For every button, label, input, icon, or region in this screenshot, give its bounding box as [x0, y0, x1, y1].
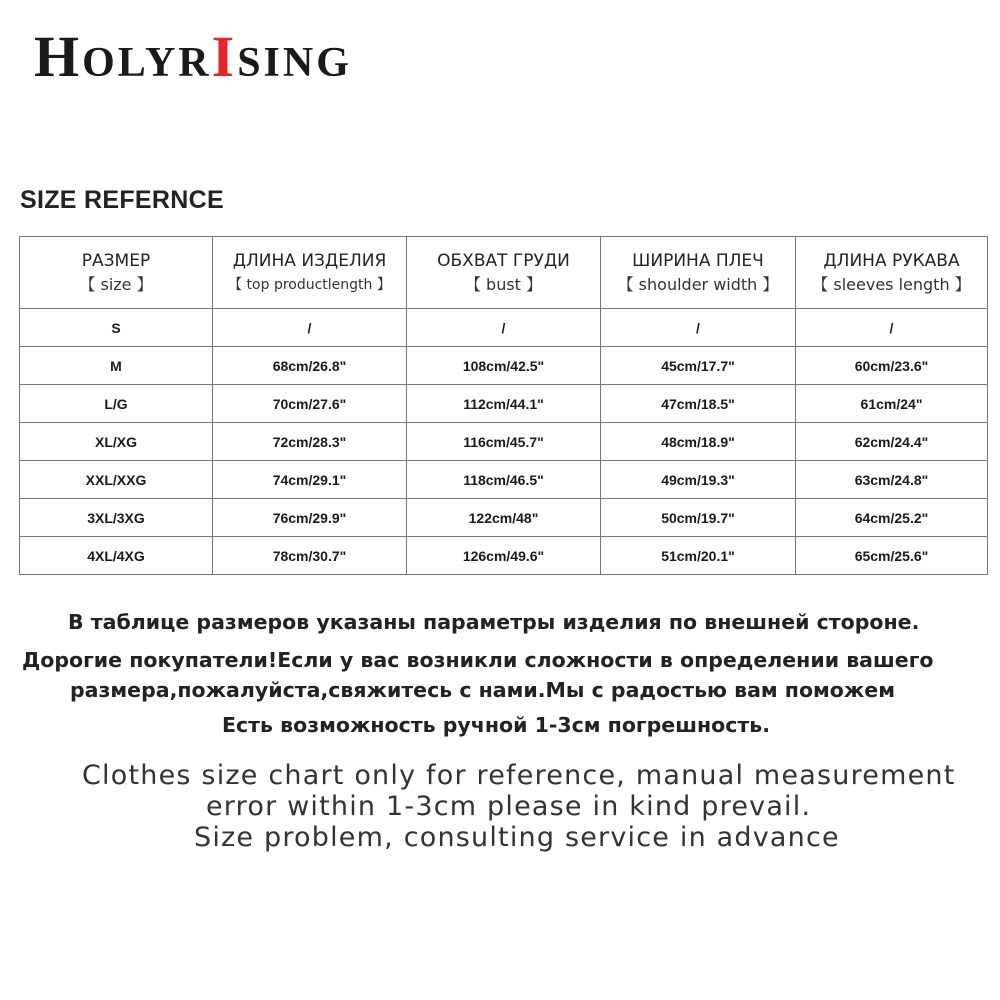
cell-bust: 118cm/46.5" [407, 461, 601, 499]
header-sub: 【 shoulder width 】 [617, 274, 779, 294]
header-sleeve [796, 237, 988, 309]
cell-size: 4XL/4XG [20, 537, 213, 575]
note-line: error within 1-3cm please in kind prevail. [206, 791, 812, 822]
table-row [20, 537, 988, 575]
cell-sleeve: 63cm/24.8" [796, 461, 988, 499]
note-line: Есть возможность ручной 1-3см погрешность. [222, 713, 771, 737]
cell-bust: 122cm/48" [407, 499, 601, 537]
cell-shoulder: / [601, 309, 796, 347]
header-shoulder [601, 237, 796, 309]
header-size [20, 237, 213, 309]
header-sub: 【 bust 】 [464, 274, 543, 294]
cell-length: 70cm/27.6" [213, 385, 407, 423]
note-line: Clothes size chart only for reference, manual measurement [82, 760, 956, 791]
note-line: размера,пожалуйста,свяжитесь с нами.Мы с радостью вам поможем [70, 678, 895, 702]
logo-letters-sing: SING [237, 40, 352, 86]
header-main: ДЛИНА РУКАВА [823, 250, 960, 271]
logo-letter-i: I [211, 24, 238, 89]
cell-bust: 126cm/49.6" [407, 537, 601, 575]
size-table [19, 236, 988, 575]
cell-sleeve: / [796, 309, 988, 347]
cell-length: 68cm/26.8" [213, 347, 407, 385]
table-row [20, 499, 988, 537]
table-row [20, 385, 988, 423]
table-row [20, 423, 988, 461]
note-line: Size problem, consulting service in advance [194, 822, 840, 853]
cell-length: 74cm/29.1" [213, 461, 407, 499]
cell-shoulder: 45cm/17.7" [601, 347, 796, 385]
cell-size: XL/XG [20, 423, 213, 461]
cell-length: 72cm/28.3" [213, 423, 407, 461]
brand-logo [34, 24, 352, 89]
header-sub: 【 top productlength 】 [228, 276, 391, 293]
cell-bust: 112cm/44.1" [407, 385, 601, 423]
cell-size: 3XL/3XG [20, 499, 213, 537]
cell-bust: / [407, 309, 601, 347]
table-row [20, 461, 988, 499]
cell-size: S [20, 309, 213, 347]
cell-size: XXL/XXG [20, 461, 213, 499]
cell-sleeve: 61cm/24" [796, 385, 988, 423]
cell-shoulder: 50cm/19.7" [601, 499, 796, 537]
page-title: SIZE REFERNCE [20, 186, 224, 214]
cell-length: 78cm/30.7" [213, 537, 407, 575]
cell-bust: 108cm/42.5" [407, 347, 601, 385]
header-length [213, 237, 407, 309]
header-main: ШИРИНА ПЛЕЧ [632, 250, 764, 271]
cell-size: M [20, 347, 213, 385]
note-line: В таблице размеров указаны параметры изделия по внешней стороне. [68, 610, 920, 634]
table-header-row [20, 237, 988, 309]
cell-shoulder: 49cm/19.3" [601, 461, 796, 499]
logo-letter-h: H [34, 24, 83, 89]
cell-length: / [213, 309, 407, 347]
cell-sleeve: 60cm/23.6" [796, 347, 988, 385]
header-sub: 【 size 】 [79, 274, 153, 294]
header-bust [407, 237, 601, 309]
cell-size: L/G [20, 385, 213, 423]
cell-shoulder: 51cm/20.1" [601, 537, 796, 575]
header-sub: 【 sleeves length 】 [812, 274, 971, 294]
header-main: РАЗМЕР [81, 250, 151, 271]
cell-shoulder: 48cm/18.9" [601, 423, 796, 461]
cell-shoulder: 47cm/18.5" [601, 385, 796, 423]
cell-sleeve: 62cm/24.4" [796, 423, 988, 461]
table-row [20, 309, 988, 347]
header-main: ОБХВАТ ГРУДИ [437, 250, 570, 271]
cell-sleeve: 65cm/25.6" [796, 537, 988, 575]
cell-length: 76cm/29.9" [213, 499, 407, 537]
cell-sleeve: 64cm/25.2" [796, 499, 988, 537]
table-row [20, 347, 988, 385]
logo-letters-olyr: OLYR [82, 40, 212, 86]
note-line: Дорогие покупатели!Если у вас возникли сложности в определении вашего [22, 648, 934, 672]
header-main: ДЛИНА ИЗДЕЛИЯ [232, 250, 387, 271]
cell-bust: 116cm/45.7" [407, 423, 601, 461]
